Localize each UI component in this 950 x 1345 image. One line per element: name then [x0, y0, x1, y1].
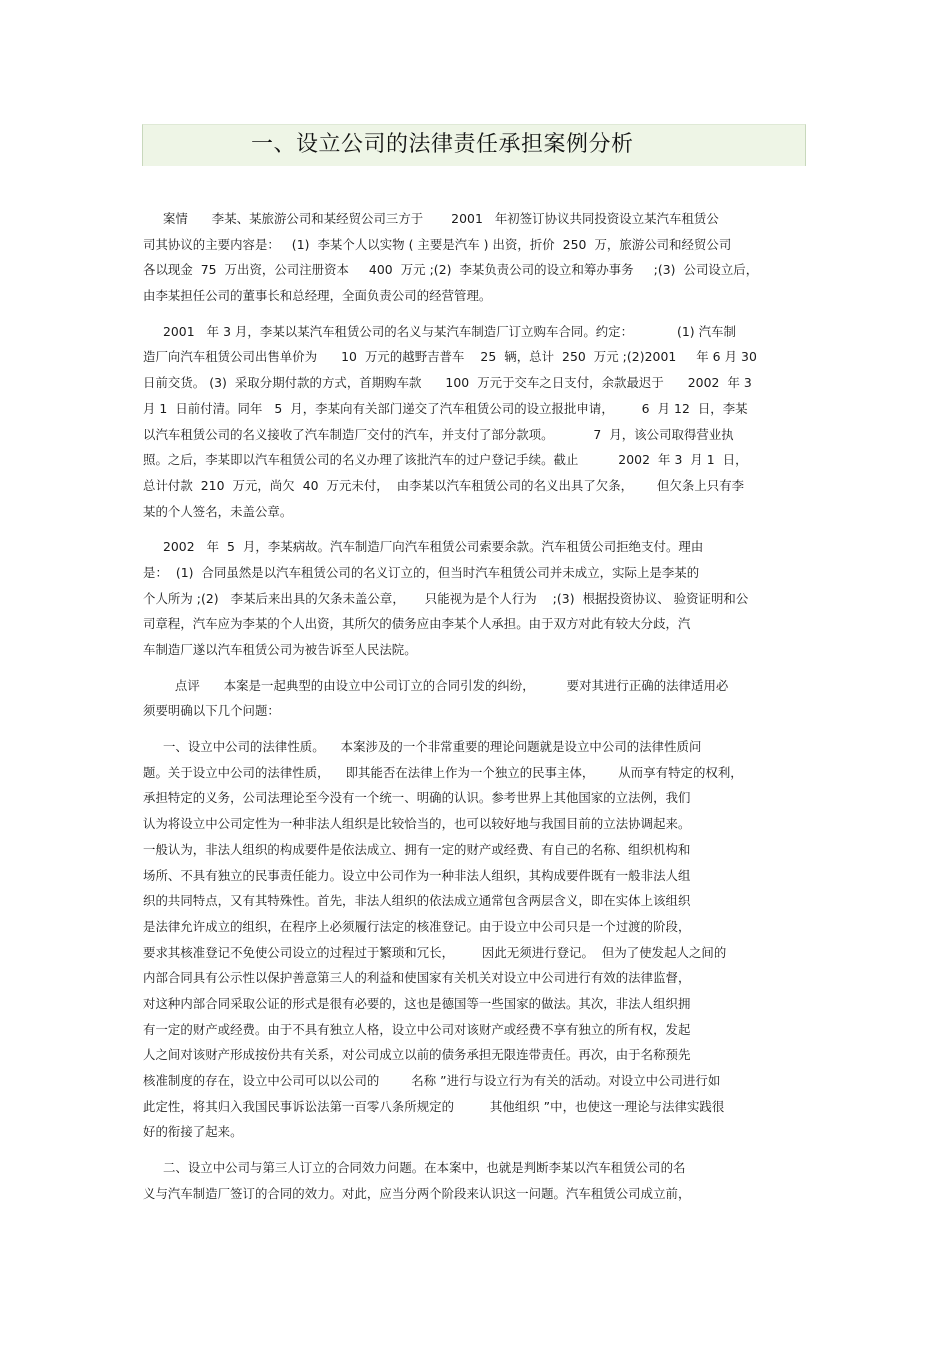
text-line: 题。关于设立中公司的法律性质， 即其能否在法律上作为一个独立的民事主体， 从而享有特定的权利， [143, 764, 743, 780]
text-line: 某的个人签名，未盖公章。 [143, 503, 293, 519]
paragraph [143, 206, 807, 309]
text-line: 由李某担任公司的董事长和总经理，全面负责公司的经营管理。 [143, 288, 492, 304]
text-line: 认为将设立中公司定性为一种非法人组织是比较恰当的，也可以较好地与我国目前的立法协调起来。 [143, 816, 691, 832]
text-line: 总计付款 210 万元，尚欠 40 万元未付， 由李某以汽车租赁公司的名义出具了欠条， 但欠条上只有李 [143, 477, 745, 493]
text-line: 好的衔接了起来。 [143, 1124, 243, 1140]
text-line: 场所、不具有独立的民事责任能力。设立中公司作为一种非法人组织，其构成要件既有一般非法人组 [143, 867, 691, 883]
text-line: 织的共同特点，又有其特殊性。首先，非法人组织的依法成立通常包含两层含义，即在实体上该组织 [143, 893, 691, 909]
text-line: 核准制度的存在，设立中公司可以以公司的 名称 ”进行与设立行为有关的活动。对设立中公司进行如 [143, 1073, 721, 1088]
text-line: 是法律允许成立的组织，在程序上必须履行法定的核准登记。由于设立中公司只是一个过渡的阶段， [143, 918, 691, 934]
text-line: 须要明确以下几个问题： [143, 703, 280, 719]
text-line: 个人所为 ;(2) 李某后来出具的欠条未盖公章， 只能视为是个人行为 ;(3) 根据投资协议、 验资证明和公 [143, 590, 749, 606]
text-line: 此定性，将其归入我国民事诉讼法第一百零八条所规定的 其他组织 ”中，也使这一理论与法律实践很 [143, 1098, 725, 1114]
text-line: 司章程，汽车应为李某的个人出资，其所欠的债务应由李某个人承担。由于双方对此有较大分歧，汽 [143, 616, 691, 632]
text-line: 承担特定的义务，公司法理论至今没有一个统一、明确的认识。参考世界上其他国家的立法例，我们 [143, 790, 691, 806]
text-line: 义与汽车制造厂签订的合同的效力。对此，应当分两个阶段来认识这一问题。汽车租赁公司成立前， [143, 1185, 691, 1201]
paragraph [143, 673, 807, 724]
text-line: 以汽车租赁公司的名义接收了汽车制造厂交付的汽车，并支付了部分款项。 7 月，该公司取得营业执 [143, 426, 734, 442]
text-line: 点评 本案是一起典型的由设立中公司订立的合同引发的纠纷， 要对其进行正确的法律适用必 [143, 677, 729, 693]
text-line: 一般认为，非法人组织的构成要件是依法成立、拥有一定的财产或经费、有自己的名称、组织机构和 [143, 841, 691, 857]
text-line: 造厂向汽车租赁公司出售单价为 10 万元的越野吉普车 25 辆，总计 250 万元 ;(2)2001 年 6 月 30 [143, 349, 757, 365]
text-line: 照。之后，李某即以汽车租赁公司的名义办理了该批汽车的过户登记手续。截止 2002 年 3 月 1 日， [143, 452, 748, 468]
text-line: 内部合同具有公示性以保护善意第三人的利益和使国家有关机关对设立中公司进行有效的法律监督， [143, 970, 691, 986]
text-line: 2001 年 3 月，李某以某汽车租赁公司的名义与某汽车制造厂订立购车合同。约定： (1) 汽车制 [143, 323, 736, 339]
text-line: 二、设立中公司与第三人订立的合同效力问题。在本案中，也就是判断李某以汽车租赁公司的名 [143, 1160, 686, 1176]
text-line: 月 1 日前付清。同年 5 月，李某向有关部门递交了汽车租赁公司的设立报批申请， 6 月 12 日，李某 [143, 400, 748, 416]
text-line: 案情 李某、某旅游公司和某经贸公司三方于 2001 年初签订协议共同投资设立某汽车租赁公 [143, 211, 719, 226]
text-line: 有一定的财产或经费。由于不具有独立人格，设立中公司对该财产或经费不享有独立的所有权，发起 [143, 1021, 691, 1037]
text-line: 车制造厂遂以汽车租赁公司为被告诉至人民法院。 [143, 642, 417, 657]
title-box [142, 124, 806, 166]
paragraph [143, 734, 807, 1145]
text-line: 人之间对该财产形成按份共有关系，对公司成立以前的债务承担无限连带责任。再次，由于名称预先 [143, 1047, 691, 1063]
document-title: 一、设立公司的法律责任承担案例分析 [251, 132, 634, 157]
text-line: 2002 年 5 月，李某病故。汽车制造厂向汽车租赁公司索要余款。汽车租赁公司拒绝支付。理由 [143, 539, 704, 555]
text-line: 司其协议的主要内容是： (1) 李某个人以实物 ( 主要是汽车 ) 出资，折价 250 万，旅游公司和经贸公司 [143, 236, 732, 252]
text-line: 各以现金 75 万出资，公司注册资本 400 万元 ;(2) 李某负责公司的设立和筹办事务 ;(3) 公司设立后， [143, 262, 759, 278]
text-line: 是： (1) 合同虽然是以汽车租赁公司的名义订立的，但当时汽车租赁公司并未成立，实际上是李某的 [143, 564, 700, 580]
paragraph [143, 1155, 807, 1206]
text-line: 对这种内部合同采取公证的形式是很有必要的，这也是德国等一些国家的做法。其次，非法人组织拥 [143, 995, 691, 1011]
text-line: 一、设立中公司的法律性质。 本案涉及的一个非常重要的理论问题就是设立中公司的法律性质问 [143, 739, 702, 755]
paragraph [143, 534, 807, 662]
text-line: 要求其核准登记不免使公司设立的过程过于繁琐和冗长， 因此无须进行登记。 但为了使发起人之间的 [143, 944, 727, 960]
document-body [143, 206, 807, 1216]
paragraph [143, 319, 807, 525]
text-line: 日前交货。 (3) 采取分期付款的方式，首期购车款 100 万元于交车之日支付，余款最迟于 2002 年 3 [143, 375, 752, 391]
